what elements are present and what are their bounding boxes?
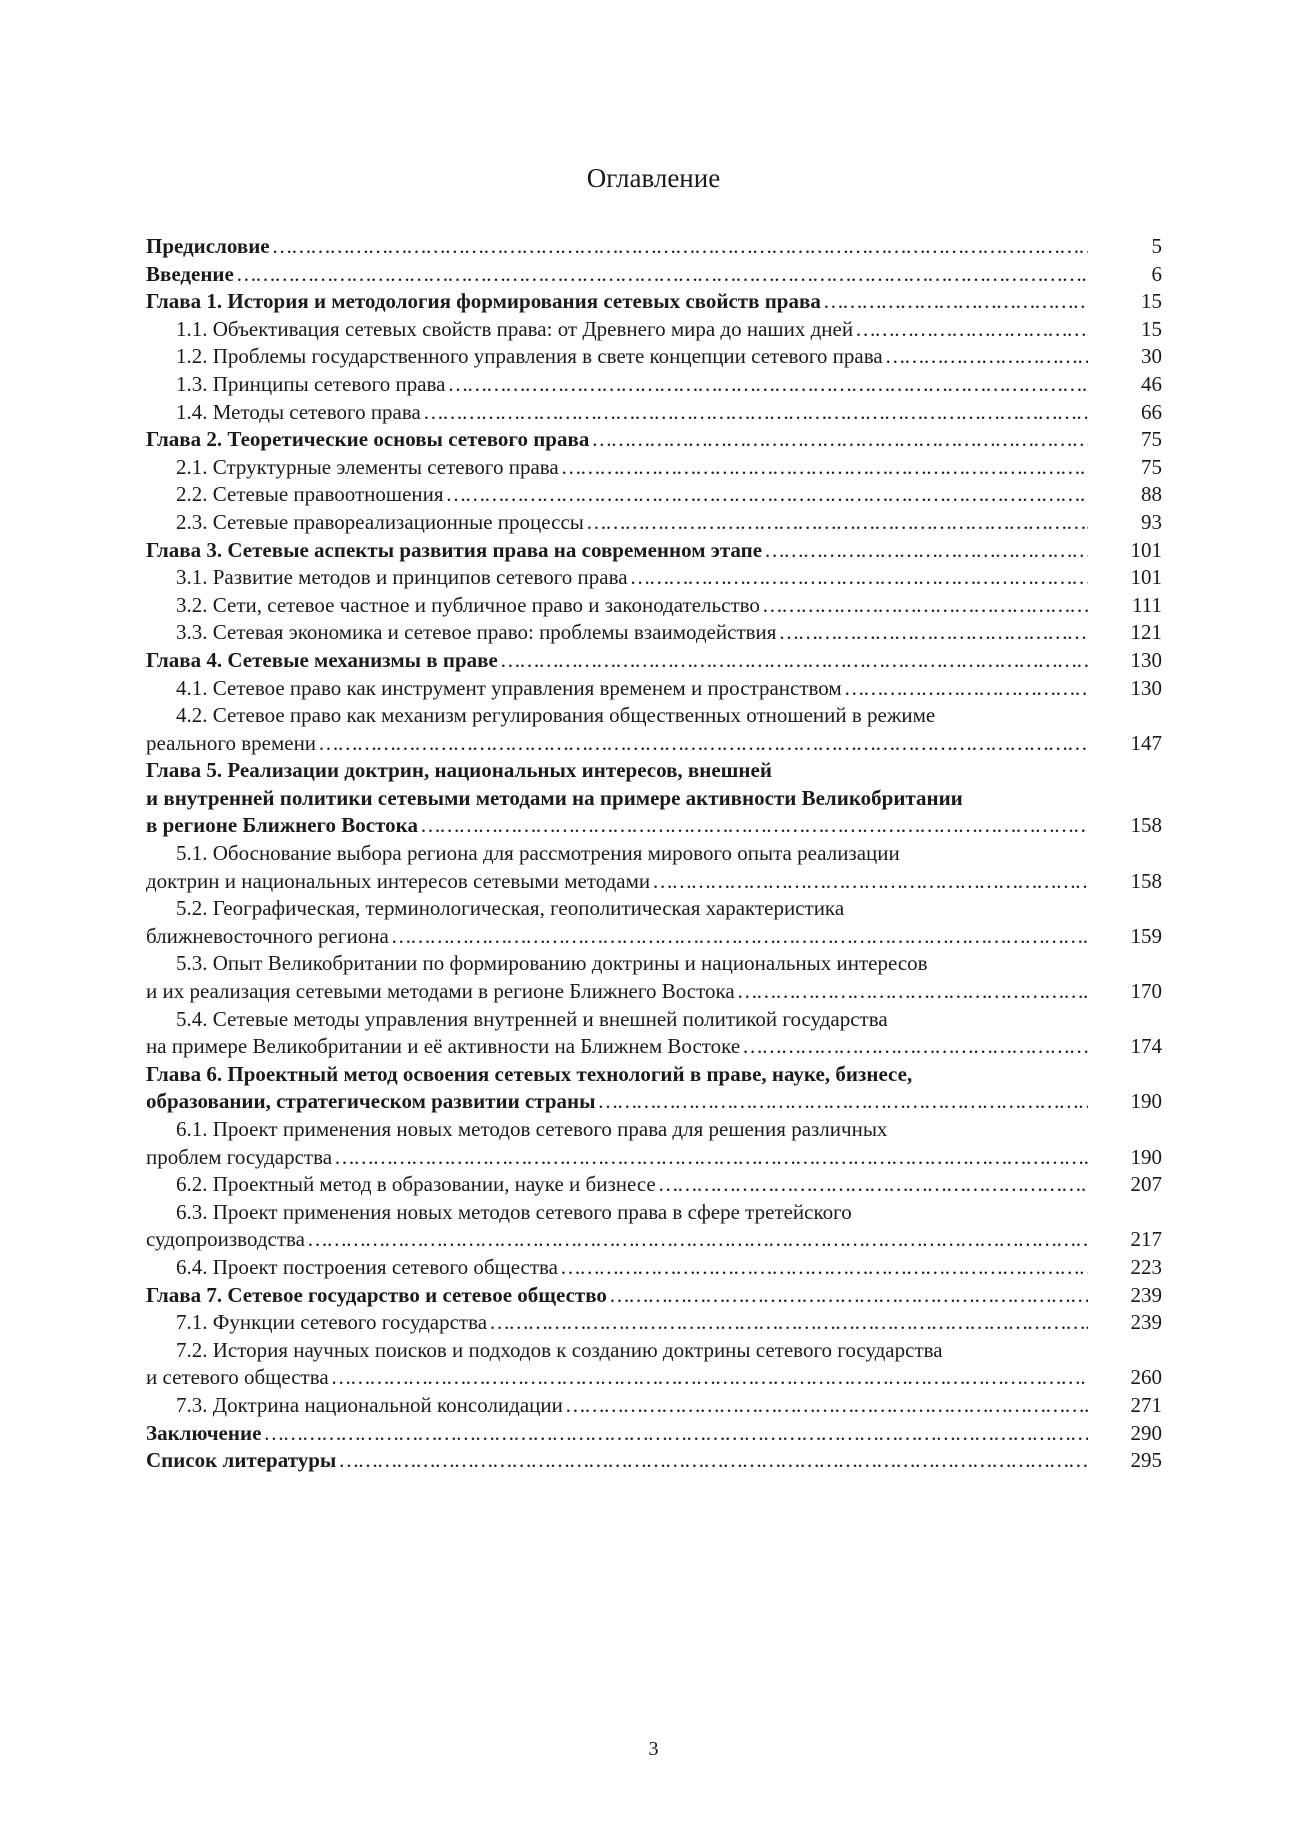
toc-entry-section-1-1 [146, 316, 1162, 344]
toc-entry-section-6-3 [146, 1199, 1162, 1254]
toc-leader-dots [607, 1282, 1088, 1310]
toc-entry-text: 1.3. Принципы сетевого права [176, 371, 446, 396]
toc-entry-section-4-1 [146, 675, 1162, 703]
toc-leader-dots [883, 343, 1088, 371]
toc-entry-text: Глава 4. Сетевые механизмы в праве [146, 647, 498, 672]
toc-entry-text-line-3: в регионе Ближнего Востока [146, 813, 418, 838]
toc-leader-dots [305, 1226, 1088, 1254]
toc-leader-dots [596, 1088, 1088, 1116]
toc-entry-section-6-2 [146, 1171, 1162, 1199]
page-number: 3 [648, 1738, 659, 1760]
toc-entry-text-line-1: 5.3. Опыт Великобритании по формированию доктрины и национальных интересов [176, 951, 928, 976]
toc-entry-text: 6.2. Проектный метод в образовании, науке и бизнесе [176, 1172, 656, 1197]
toc-entry-page: 271 [1130, 1392, 1162, 1417]
toc-entry-page: 75 [1141, 427, 1162, 452]
toc-entry-section-2-2 [146, 481, 1162, 509]
toc-entry-section-3-1 [146, 564, 1162, 592]
toc-entry-text-line-2: образовании, стратегическом развитии страны [146, 1089, 596, 1114]
toc-entry-text: 7.1. Функции сетевого государства [176, 1310, 488, 1335]
toc-entry-text: 3.2. Сети, сетевое частное и публичное право и законодательство [176, 592, 760, 617]
toc-entry-page: 290 [1130, 1420, 1162, 1445]
toc-entry-page: 239 [1130, 1310, 1162, 1335]
toc-leader-dots [234, 261, 1088, 289]
toc-entry-page: 46 [1141, 371, 1162, 396]
toc-entry-section-5-4 [146, 1006, 1162, 1061]
toc-entry-page: 170 [1130, 979, 1162, 1004]
toc-entry-page: 15 [1141, 316, 1162, 341]
toc-entry-text: Введение [146, 261, 234, 286]
toc-entry-text: 2.2. Сетевые правоотношения [176, 482, 444, 507]
toc-entry-section-5-2 [146, 895, 1162, 950]
toc-entry-chapter-2 [146, 426, 1162, 454]
toc-entry-text-line-2: на примере Великобритании и её активности на Ближнем Востоке [146, 1034, 741, 1059]
toc-entry-page: 130 [1130, 675, 1162, 700]
toc-entry-text-line-1: 6.3. Проект применения новых методов сетевого права в сфере третейского [176, 1199, 852, 1224]
toc-entry-conclusion [146, 1420, 1162, 1448]
toc-entry-text-line-1: 5.1. Обоснование выбора региона для рассмотрения мирового опыта реализации [176, 841, 900, 866]
toc-entry-text: 1.4. Методы сетевого права [176, 399, 421, 424]
toc-entry-section-6-1 [146, 1116, 1162, 1171]
toc-leader-dots [650, 868, 1088, 896]
toc-entry-text: Глава 1. История и методология формирования сетевых свойств права [146, 289, 821, 314]
toc-title: Оглавление [586, 163, 721, 193]
toc-entry-text: 1.1. Объективация сетевых свойств права: от Древнего мира до наших дней [176, 316, 854, 341]
toc-entry-text-line-1: 5.4. Сетевые методы управления внутренней и внешней политикой государства [176, 1006, 888, 1031]
toc-leader-dots [563, 1392, 1088, 1420]
toc-entry-page: 6 [1151, 261, 1162, 286]
toc-entry-chapter-1 [146, 288, 1162, 316]
table-of-contents [146, 233, 1162, 1475]
toc-entry-page: 66 [1141, 399, 1162, 424]
toc-entry-text: Глава 2. Теоретические основы сетевого права [146, 427, 590, 452]
toc-leader-dots [853, 316, 1088, 344]
toc-leader-dots [559, 454, 1088, 482]
toc-entry-text: Заключение [146, 1420, 262, 1445]
toc-leader-dots [740, 1033, 1088, 1061]
toc-entry-page: 121 [1130, 620, 1162, 645]
toc-entry-page: 158 [1130, 868, 1162, 893]
toc-leader-dots [584, 509, 1088, 537]
toc-entry-page: 190 [1130, 1144, 1162, 1169]
toc-entry-text: 6.4. Проект построения сетевого общества [176, 1254, 558, 1279]
toc-leader-dots [776, 619, 1088, 647]
toc-entry-text-line-2: реального времени [146, 730, 317, 755]
toc-entry-section-3-3 [146, 619, 1162, 647]
toc-entry-text: 4.1. Сетевое право как инструмент управления временем и пространством [176, 675, 842, 700]
toc-leader-dots [735, 978, 1088, 1006]
toc-entry-section-1-3 [146, 371, 1162, 399]
toc-entry-section-2-3 [146, 509, 1162, 537]
toc-entry-chapter-7 [146, 1282, 1162, 1310]
toc-entry-page: 93 [1141, 509, 1162, 534]
toc-entry-section-3-2 [146, 592, 1162, 620]
toc-entry-text-line-1: 7.2. История научных поисков и подходов к созданию доктрины сетевого государства [176, 1337, 943, 1362]
toc-leader-dots [444, 481, 1088, 509]
toc-leader-dots [589, 426, 1088, 454]
toc-entry-section-4-2 [146, 702, 1162, 757]
toc-entry-page: 15 [1141, 289, 1162, 314]
toc-entry-text-line-1: 6.1. Проект применения новых методов сетевого права для решения различных [176, 1117, 888, 1141]
toc-entry-page: 88 [1141, 482, 1162, 507]
toc-leader-dots [270, 233, 1088, 261]
toc-entry-preface [146, 233, 1162, 261]
toc-entry-page: 147 [1130, 730, 1162, 755]
toc-entry-section-7-1 [146, 1309, 1162, 1337]
toc-entry-text: 2.1. Структурные элементы сетевого права [176, 454, 559, 479]
toc-entry-page: 111 [1132, 592, 1162, 617]
toc-entry-text-line-2: и сетевого общества [146, 1365, 329, 1390]
toc-entry-text: Список литературы [146, 1448, 337, 1473]
toc-entry-text: 3.3. Сетевая экономика и сетевое право: проблемы взаимодействия [176, 620, 777, 645]
toc-entry-text-line-2: ближневосточного региона [146, 923, 389, 948]
toc-leader-dots [329, 1364, 1088, 1392]
toc-entry-section-7-2 [146, 1337, 1162, 1392]
toc-entry-text: Глава 7. Сетевое государство и сетевое общество [146, 1282, 607, 1307]
toc-entry-text: Глава 3. Сетевые аспекты развития права на современном этапе [146, 537, 763, 562]
toc-entry-page: 190 [1130, 1089, 1162, 1114]
toc-entry-text: Предисловие [146, 234, 270, 258]
toc-entry-text: 2.3. Сетевые правореализационные процессы [176, 509, 584, 534]
toc-entry-text-line-1: Глава 5. Реализации доктрин, национальных интересов, внешней [146, 758, 772, 783]
toc-leader-dots [332, 1144, 1088, 1172]
toc-entry-section-7-3 [146, 1392, 1162, 1420]
toc-entry-text-line-2: проблем государства [146, 1144, 333, 1169]
toc-entry-page: 101 [1130, 537, 1162, 562]
toc-entry-page: 239 [1130, 1282, 1162, 1307]
toc-entry-page: 174 [1130, 1034, 1162, 1059]
toc-leader-dots [498, 647, 1088, 675]
toc-leader-dots [261, 1420, 1088, 1448]
toc-entry-section-1-4 [146, 399, 1162, 427]
toc-entry-text: 7.3. Доктрина национальной консолидации [176, 1392, 563, 1417]
toc-entry-page: 217 [1130, 1227, 1162, 1252]
toc-entry-text-line-2: судопроизводства [146, 1227, 305, 1252]
toc-entry-page: 260 [1130, 1365, 1162, 1390]
toc-entry-page: 158 [1130, 813, 1162, 838]
toc-entry-page: 101 [1130, 565, 1162, 590]
toc-entry-page: 159 [1130, 923, 1162, 948]
toc-leader-dots [418, 812, 1088, 840]
toc-leader-dots [558, 1254, 1088, 1282]
toc-entry-page: 223 [1130, 1254, 1162, 1279]
toc-leader-dots [656, 1171, 1088, 1199]
toc-leader-dots [389, 923, 1088, 951]
toc-entry-chapter-4 [146, 647, 1162, 675]
toc-entry-page: 295 [1130, 1448, 1162, 1473]
toc-leader-dots [760, 592, 1088, 620]
toc-leader-dots [336, 1447, 1088, 1475]
toc-entry-chapter-6 [146, 1061, 1162, 1116]
toc-entry-text-line-2: и их реализация сетевыми методами в регионе Ближнего Востока [146, 979, 735, 1004]
toc-entry-text-line-2: и внутренней политики сетевыми методами на примере активности Великобритании [146, 785, 963, 810]
toc-entry-page: 130 [1130, 647, 1162, 672]
toc-leader-dots [842, 675, 1088, 703]
toc-entry-text-line-1: 5.2. Географическая, терминологическая, геополитическая характеристика [176, 896, 845, 921]
toc-entry-bibliography [146, 1447, 1162, 1475]
toc-entry-text-line-1: Глава 6. Проектный метод освоения сетевых технологий в праве, науке, бизнесе, [146, 1061, 913, 1086]
toc-entry-text-line-2: доктрин и национальных интересов сетевыми методами [146, 868, 651, 893]
toc-leader-dots [421, 399, 1088, 427]
toc-leader-dots [821, 288, 1088, 316]
toc-leader-dots [487, 1309, 1088, 1337]
toc-entry-text-line-1: 4.2. Сетевое право как механизм регулирования общественных отношений в режиме [176, 703, 936, 728]
toc-entry-chapter-3 [146, 537, 1162, 565]
toc-entry-section-5-3 [146, 950, 1162, 1005]
toc-entry-section-2-1 [146, 454, 1162, 482]
toc-leader-dots [446, 371, 1089, 399]
toc-leader-dots [762, 537, 1088, 565]
toc-entry-page: 30 [1141, 344, 1162, 369]
toc-entry-page: 5 [1151, 234, 1162, 258]
toc-entry-section-6-4 [146, 1254, 1162, 1282]
toc-entry-section-5-1 [146, 840, 1162, 895]
toc-entry-introduction [146, 261, 1162, 289]
toc-entry-page: 207 [1130, 1172, 1162, 1197]
toc-leader-dots [316, 730, 1088, 758]
toc-entry-chapter-5 [146, 757, 1162, 840]
toc-entry-text: 1.2. Проблемы государственного управления в свете концепции сетевого права [176, 344, 883, 369]
toc-entry-section-1-2 [146, 343, 1162, 371]
toc-leader-dots [628, 564, 1088, 592]
toc-entry-page: 75 [1141, 454, 1162, 479]
toc-entry-text: 3.1. Развитие методов и принципов сетевого права [176, 565, 628, 590]
